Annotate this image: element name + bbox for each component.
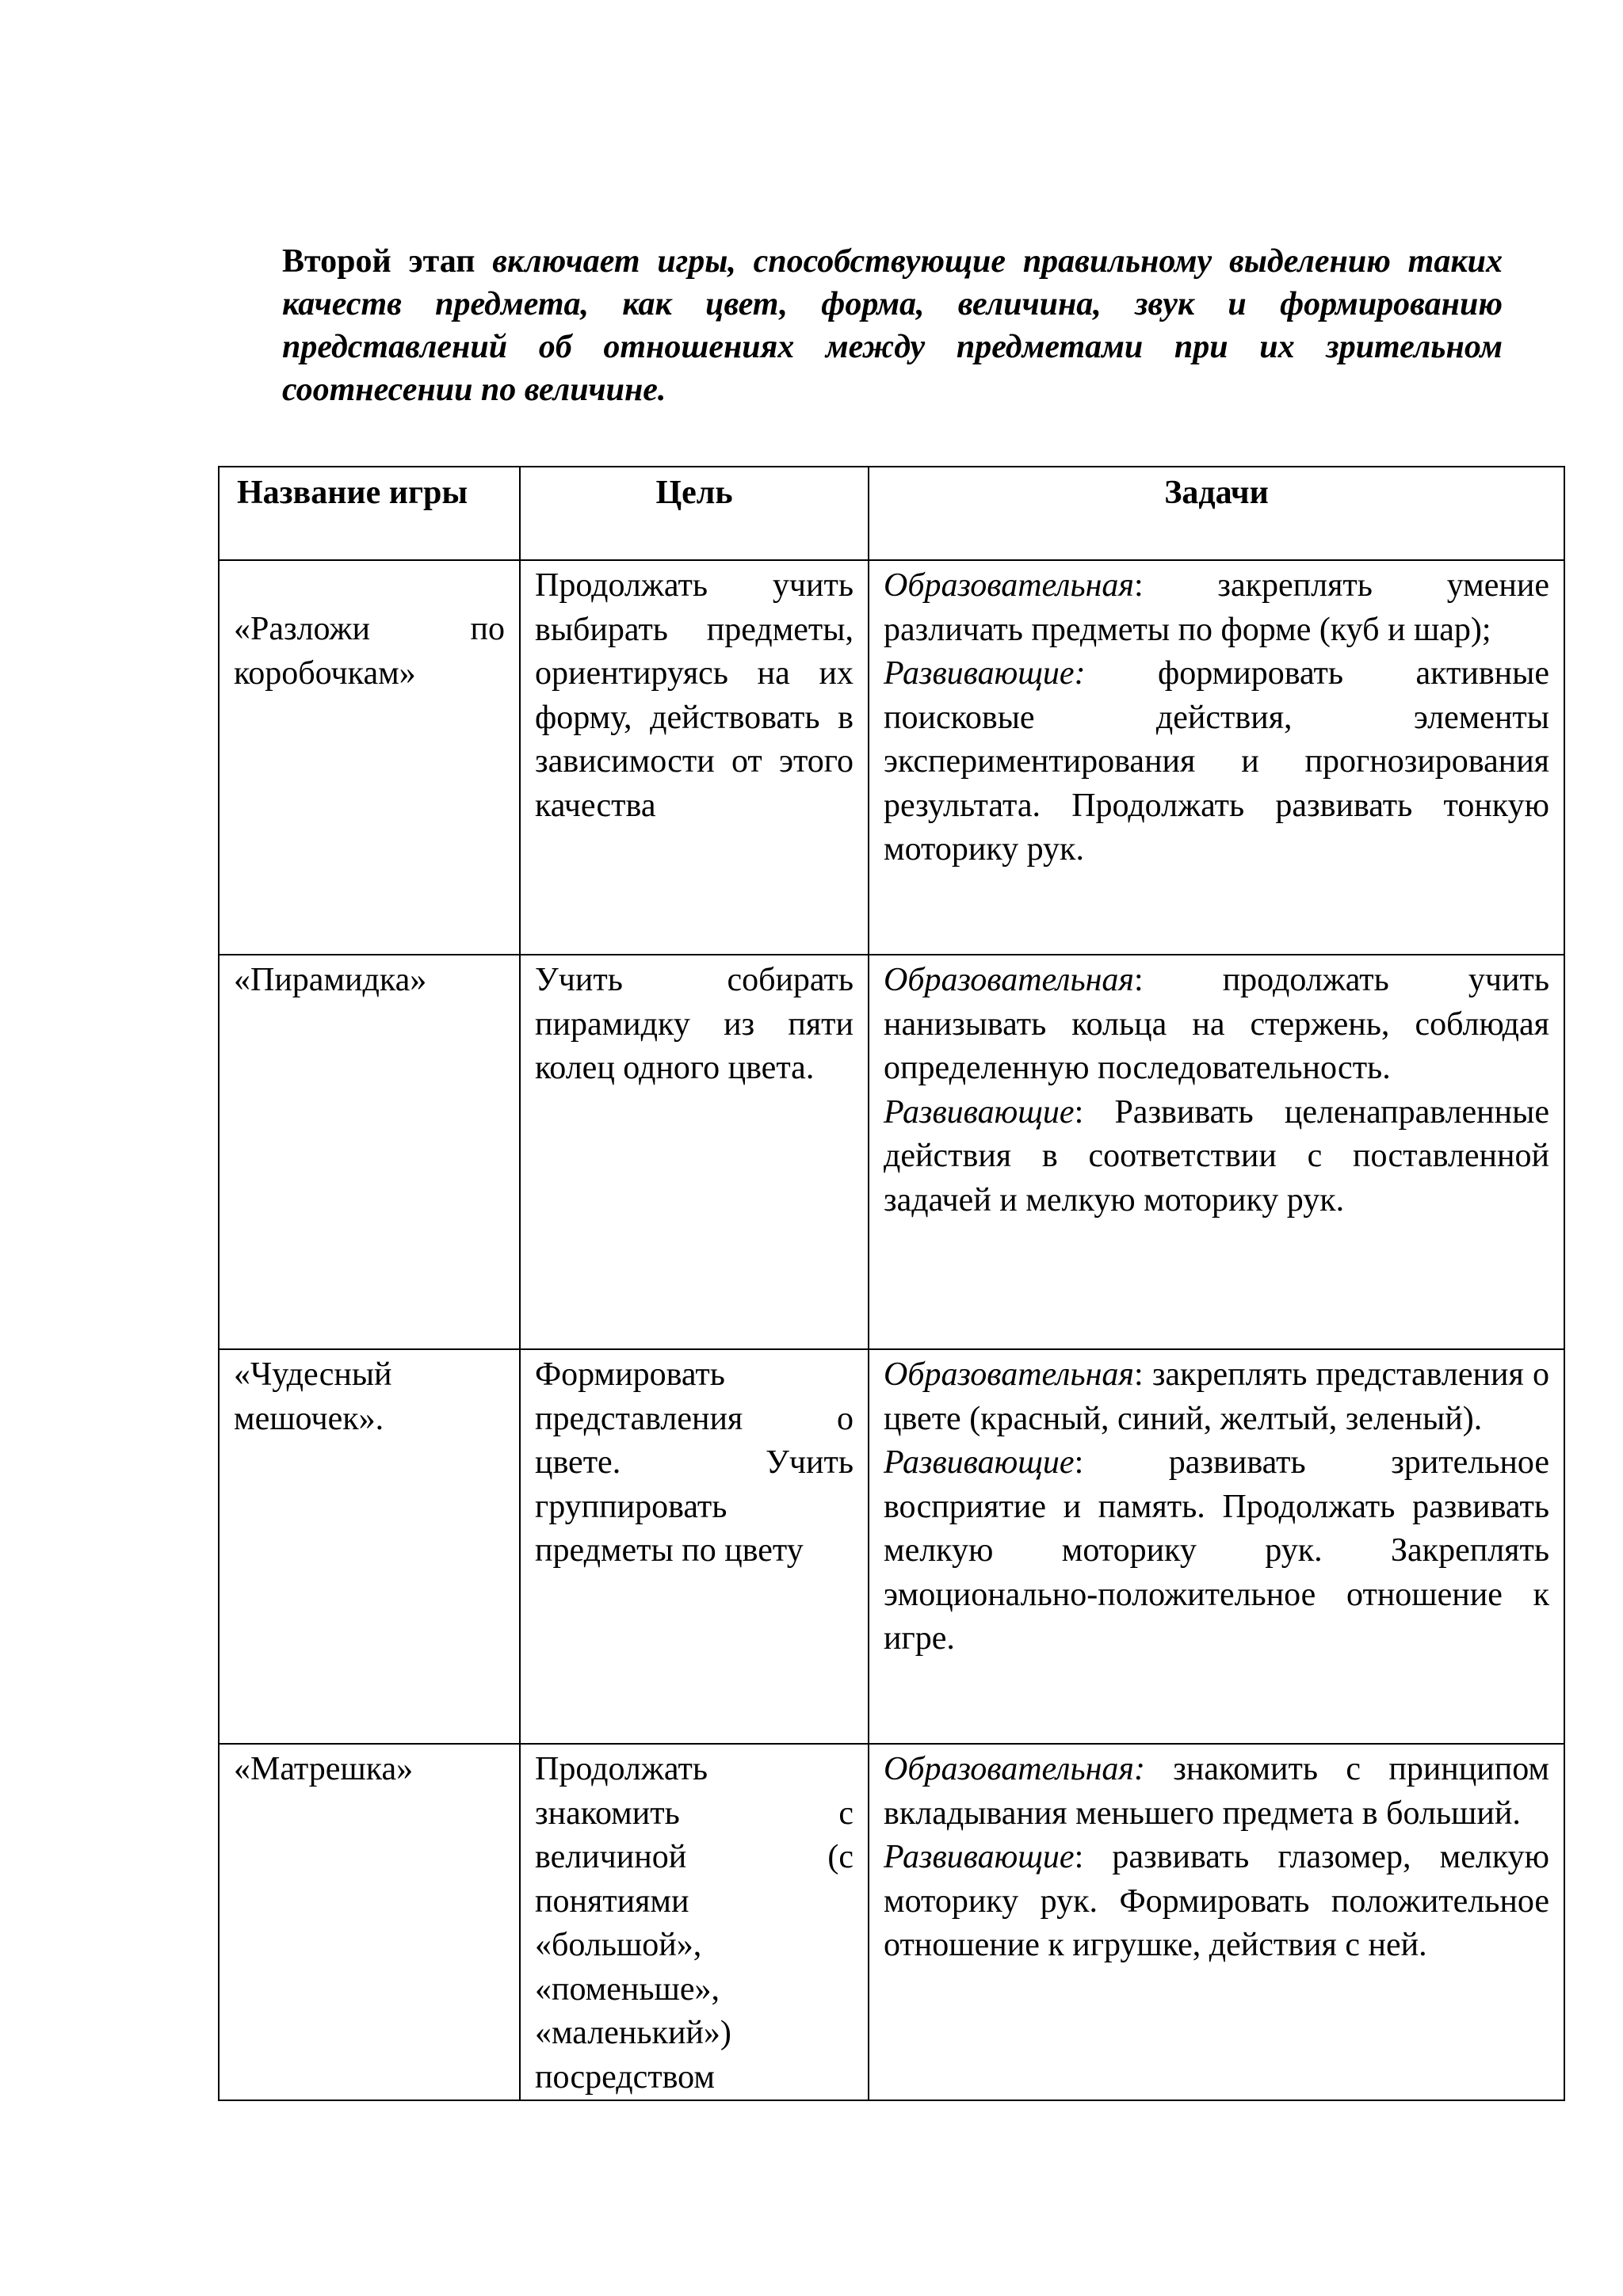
- header-tasks: Задачи: [869, 467, 1564, 560]
- intro-paragraph: [282, 240, 1503, 411]
- task-block: [884, 1836, 1549, 1968]
- tasks-cell: [869, 1744, 1564, 2100]
- task-text: : развивать зрительное восприятие и память. Продолжать развивать мелкую моторику рук. Закреплять эмоционально-положительное отношение к игре.: [884, 1444, 1549, 1657]
- task-label: Развивающие: [884, 1444, 1075, 1481]
- task-block: [884, 564, 1549, 652]
- goal-cell: [520, 1744, 869, 2100]
- task-text: : закреплять умение различать предметы по форме (куб и шар);: [884, 567, 1549, 648]
- task-block: [884, 1748, 1549, 1836]
- task-block: [884, 1091, 1549, 1223]
- task-block: [884, 1353, 1549, 1441]
- goal-cell: [520, 1349, 869, 1744]
- goal-text: Продолжать знакомить с величиной (с понятиями «большой», «поменьше», «маленький») посредством: [535, 1751, 854, 2096]
- task-label: Развивающие: [884, 1093, 1075, 1131]
- task-label: Образовательная:: [884, 1751, 1145, 1787]
- table-row: [219, 1349, 1564, 1744]
- goal-cell: [520, 560, 869, 955]
- task-text: : Развивать целенаправленные действия в соответствии с поставленной задачей и мелкую моторику рук.: [884, 1093, 1549, 1219]
- game-name: «Разложи по коробочкам»: [234, 611, 505, 692]
- game-name-cell: [219, 1349, 520, 1744]
- tasks-cell: [869, 1349, 1564, 1744]
- task-block: [884, 652, 1549, 872]
- table-header-row: [219, 467, 1564, 560]
- tasks-cell: [869, 560, 1564, 955]
- tasks-cell: [869, 955, 1564, 1349]
- game-name: «Матрешка»: [234, 1751, 414, 1787]
- task-label: Развивающие: [884, 1839, 1075, 1875]
- task-label: Образовательная: [884, 1356, 1134, 1393]
- task-block: [884, 1441, 1549, 1661]
- game-name: «Пирамидка»: [234, 962, 427, 998]
- task-text: формировать активные поисковые действия, элементы экспериментирования и прогнозирования результата. Продолжать развивать тонкую моторику рук.: [884, 655, 1549, 868]
- table-row: [219, 955, 1564, 1349]
- goal-text: Продолжать учить выбирать предметы, ориентируясь на их форму, действовать в зависимости от этого качества: [535, 567, 854, 824]
- game-name-cell: [219, 955, 520, 1349]
- task-block: [884, 959, 1549, 1091]
- intro-rest: включает игры, способствующие правильному выделению таких качеств предмета, как цвет, форма, величина, звук и формированию представлений об отношениях между предметами при их зрительном соотнесении по величине.: [282, 243, 1503, 408]
- table-row: [219, 560, 1564, 955]
- goal-text: Формировать представления о цвете. Учить группировать предметы по цвету: [535, 1356, 854, 1569]
- goal-text: Учить собирать пирамидку из пяти колец одного цвета.: [535, 962, 854, 1086]
- header-goal: Цель: [520, 467, 869, 560]
- game-name: «Чудесный мешочек».: [234, 1356, 392, 1437]
- game-name-cell: [219, 560, 520, 955]
- task-text: : продолжать учить нанизывать кольца на стержень, соблюдая определенную последовательность.: [884, 962, 1549, 1086]
- task-text: : развивать глазомер, мелкую моторику рук. Формировать положительное отношение к игрушке, действия с ней.: [884, 1839, 1549, 1963]
- intro-lead: Второй этап: [282, 243, 475, 280]
- task-label: Развивающие:: [884, 655, 1086, 692]
- task-label: Образовательная: [884, 962, 1134, 998]
- game-name-cell: [219, 1744, 520, 2100]
- header-game-name: Название игры: [219, 467, 520, 560]
- task-text: : закреплять представления о цвете (красный, синий, желтый, зеленый).: [884, 1356, 1549, 1437]
- games-table: [218, 466, 1565, 2101]
- task-text: знакомить с принципом вкладывания меньшего предмета в больший.: [884, 1751, 1549, 1832]
- table-row: [219, 1744, 1564, 2100]
- goal-cell: [520, 955, 869, 1349]
- task-label: Образовательная: [884, 567, 1134, 604]
